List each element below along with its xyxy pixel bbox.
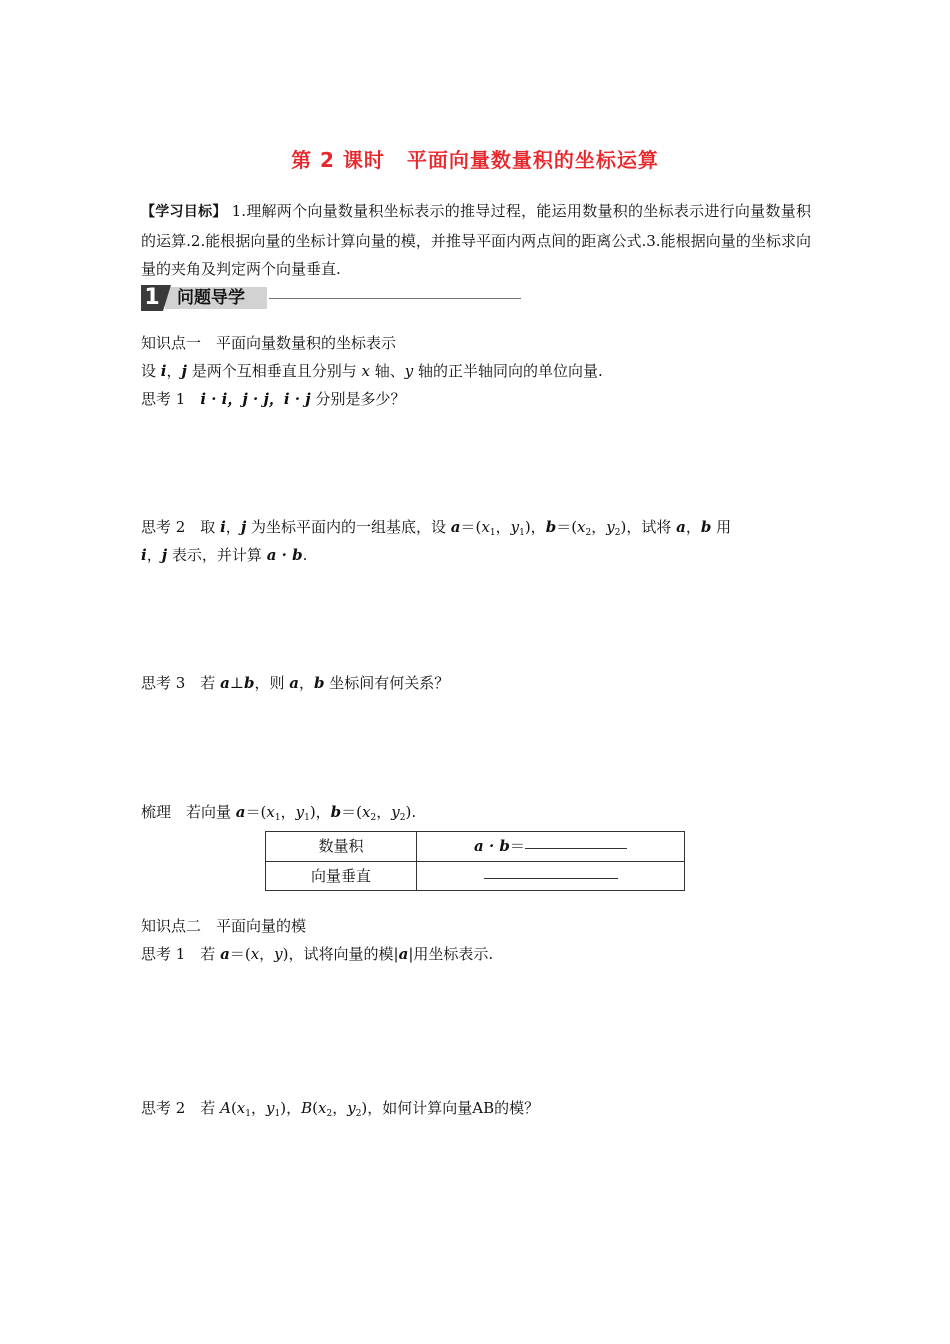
knowledge-point-1-heading: 知识点一 平面向量数量积的坐标表示	[141, 334, 397, 352]
kp1-intro: 设 i，j 是两个互相垂直且分别与 x 轴、y 轴的正半轴同向的单位向量.	[141, 362, 603, 380]
summary-line: 梳理 若向量 $a=(x_1$，$y_1$)，$b=(x_2$，$y_2$).	[141, 803, 417, 823]
section-title: 问题导学	[177, 288, 245, 308]
table-row	[266, 832, 684, 862]
kp2-think2: 思考 2 若 $A(x_1$，$y_1$)，$B(x_2$，$y_2$)，如何计算向量AB的模？	[141, 1099, 540, 1119]
table-cell-label: 向量垂直	[266, 862, 417, 890]
learning-objectives	[141, 197, 811, 284]
section-header	[141, 285, 521, 311]
kp2-think1: 思考 1 若 a＝(x，y)，试将向量的模|a|用坐标表示.	[141, 945, 494, 963]
lesson-title: 平面向量数量积的坐标运算	[406, 148, 659, 172]
table-row	[266, 862, 684, 890]
answer-blank[interactable]	[484, 878, 618, 879]
section-number: 1	[141, 285, 163, 311]
objectives-text: 1.理解两个向量数量积坐标表示的推导过程，能运用数量积的坐标表示进行向量数量积的运算.2.能根据向量的坐标计算向量的模，并推导平面内两点间的距离公式.3.能根据向量的坐标求向量的夹角及判定两个向量垂直.	[141, 202, 811, 278]
knowledge-point-2-heading: 知识点二 平面向量的模	[141, 917, 307, 935]
kp1-think1: 思考 1 i · i，j · j，i · j 分别是多少？	[141, 390, 406, 408]
lesson-number: 第 2 课时	[291, 148, 385, 172]
kp1-think3: 思考 3 若 a⊥b，则 a，b 坐标间有何关系？	[141, 674, 450, 692]
section-divider	[269, 298, 521, 299]
table-cell-value	[417, 862, 684, 890]
kp1-think2-line1: 思考 2 取 i，j 为坐标平面内的一组基底，设 $a=(x_1$，$y_1$)，$b=(x_2$，$y_2$)，试将 a，b 用	[141, 518, 732, 538]
objectives-label: 【学习目标】	[141, 204, 227, 220]
answer-blank[interactable]	[525, 848, 627, 849]
page-title	[0, 144, 950, 173]
table-cell-value: a · b＝	[417, 832, 684, 861]
table-cell-label: 数量积	[266, 832, 417, 861]
kp1-think2-line2: i，j 表示，并计算 a · b.	[141, 546, 308, 564]
summary-table	[265, 831, 685, 891]
